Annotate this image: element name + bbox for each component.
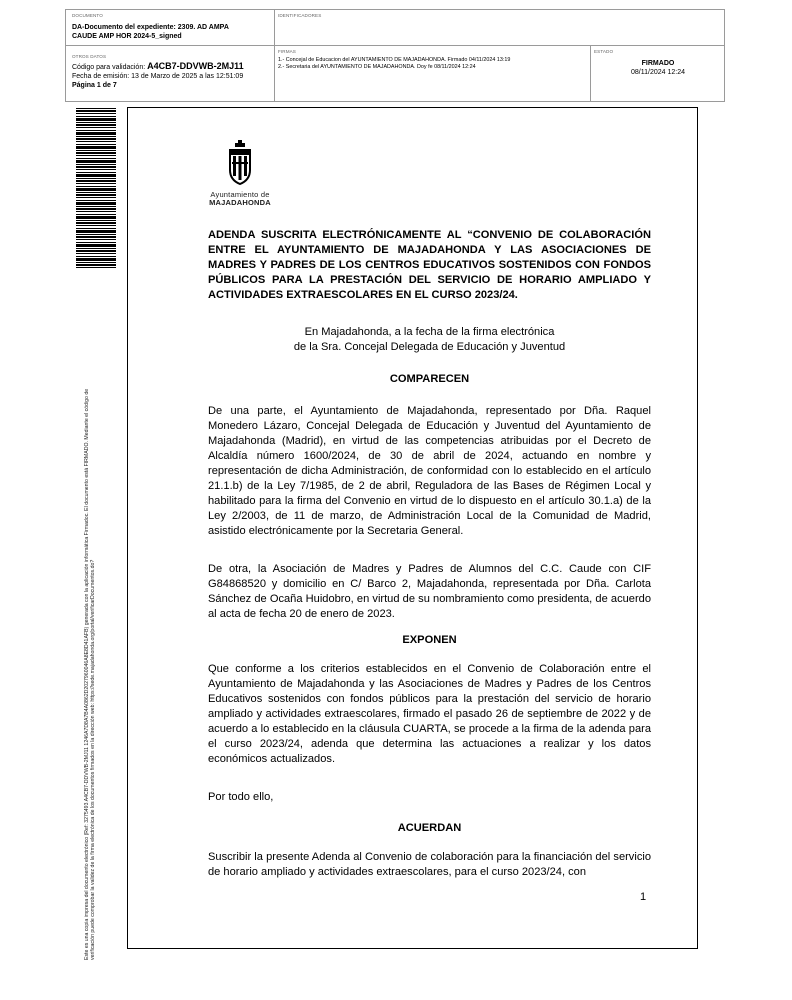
documento-line-1: DA-Documento del expediente: 2309. AD AMPA	[72, 24, 229, 31]
paragraph-first-party: De una parte, el Ayuntamiento de Majadahonda, representado por Dña. Raquel Monedero Lázaro, Concejal Delegada de Educación y Juventud del Ayuntamiento de Majadahonda (Madrid), en virtud de las competencias atribuidas por el Decreto de Alcaldía número 1600/2024, de 30 de abril de 2024, actuando en nombre y representación de dicha Administración, de conformidad con lo establecido en el artículo 21.1.b) de la Ley 7/1985, de 2 de abril, Reguladora de las Bases de Régimen Local y habilitado para la firma del Convenio en virtud de lo dispuesto en el artículo 30.1.a) de la Ley 2/2003, de 11 de marzo, de Administración Local de la Comunidad de Madrid, asistido electrónicamente por la Secretaria General.	[208, 405, 651, 537]
firmas-label: FIRMAS	[278, 49, 296, 54]
estado-cell	[594, 49, 722, 77]
identificadores-label: IDENTIFICADORES	[278, 13, 322, 18]
issue-date: Fecha de emisión: 13 de Marzo de 2025 a las 12:51:09	[72, 73, 244, 80]
firma-1: 1.- Concejal de Educacion del AYUNTAMIENTO DE MAJADAHONDA. Firmado 04/11/2024 13:19	[278, 57, 511, 63]
estado-date: 08/11/2024 12:24	[631, 69, 685, 76]
paragraph-por-todo: Por todo ello,	[208, 791, 274, 803]
barcode-image	[76, 108, 116, 270]
otros-datos-label: OTROS DATOS	[72, 54, 107, 59]
documento-line-2: CAUDE AMP HOR 2024-5_signed	[72, 33, 182, 40]
logo-line-2: MAJADAHONDA	[209, 198, 271, 207]
firmas-cell	[278, 49, 586, 71]
paragraph-second-party: De otra, la Asociación de Madres y Padres de Alumnos del C.C. Caude con CIF G84868520 y domicilio en C/ Barco 2, Majadahonda, representada por Dña. Carlota Sánchez de Ocaña Huidobro, en virtud de su nombramiento como presidenta, de acuerdo al acta de fecha 20 de enero de 2023.	[208, 563, 651, 620]
majadahonda-logo	[205, 140, 275, 210]
verification-side-text	[84, 300, 97, 960]
place-line-1: En Majadahonda, a la fecha de la firma electrónica	[304, 326, 555, 338]
estado-label: ESTADO	[594, 49, 614, 54]
page-count: Página 1 de 7	[72, 82, 117, 89]
place-date	[208, 325, 651, 355]
page-number: 1	[640, 891, 647, 903]
heading-exponen: EXPONEN	[402, 634, 457, 646]
heading-acuerdan: ACUERDAN	[397, 822, 462, 834]
heading-comparecen: COMPARECEN	[389, 373, 470, 385]
side-text-line-1: Este es una copia impresa del documento electrónico (Ref: 3275493 A4CB7-DDVWB-2MJ11 1246A7D8A7B4A0862D2027960046A8E8D41AFB) generada con la aplicación informática Firmadoc. El documento está FIRMADO. Mediante el código de	[84, 388, 90, 960]
estado-value: FIRMADO	[641, 60, 675, 67]
documento-label: DOCUMENTO	[72, 13, 103, 18]
identificadores-cell	[278, 13, 321, 18]
otros-datos-cell	[72, 54, 244, 90]
firma-2: 2.- Secretaria del AYUNTAMIENTO DE MAJADAHONDA. Doy fe 08/11/2024 12:24	[278, 64, 476, 70]
documento-cell	[72, 13, 229, 41]
side-text-line-2: verificación puede comprobar la validez de la firma electrónica de los documentos firmados en la dirección web: https://sede.majadahonda.org/portal/verificarDocumentos.do?	[90, 559, 97, 960]
place-line-2: de la Sra. Concejal Delegada de Educación y Juventud	[293, 341, 566, 353]
coat-of-arms-icon	[223, 140, 257, 186]
logo-line-1: Ayuntamiento de	[210, 190, 270, 199]
paragraph-acuerdan: Suscribir la presente Adenda al Convenio de colaboración para la financiación del servicio de horario ampliado y actividades extraescolares, para el curso 2023/24, con	[208, 851, 651, 878]
validation-code	[72, 62, 244, 72]
validation-code-value: A4CB7-DDVWB-2MJ11	[147, 61, 244, 71]
document-title: ADENDA SUSCRITA ELECTRÓNICAMENTE AL “CONVENIO DE COLABORACIÓN ENTRE EL AYUNTAMIENTO DE MAJADAHONDA Y LAS ASOCIACIONES DE MADRES Y PADRES DE LOS CENTROS EDUCATIVOS SOSTENIDOS CON FONDOS PÚBLICOS PARA LA PRESTACIÓN DEL SERVICIO DE HORARIO AMPLIADO Y ACTIVIDADES EXTRAESCOLARES EN EL CURSO 2023/24.	[208, 229, 651, 301]
signature-header	[65, 9, 725, 102]
paragraph-exponen: Que conforme a los criterios establecidos en el Convenio de Colaboración entre el Ayuntamiento de Majadahonda y las Asociaciones de Madres y Padres de los Centros Educativos sostenidos con fondos públicos para la prestación del servicio de horario ampliado y actividades extraescolares, firmado el pasado 26 de septiembre de 2022 y de acuerdo a lo establecido en la cláusula CUARTA, se procede a la firma de la adenda para el curso 2023/24, adenda que determina las actuaciones a realizar y los datos económicos actualizados.	[208, 663, 651, 765]
validation-code-prefix: Código para validación:	[72, 64, 146, 71]
